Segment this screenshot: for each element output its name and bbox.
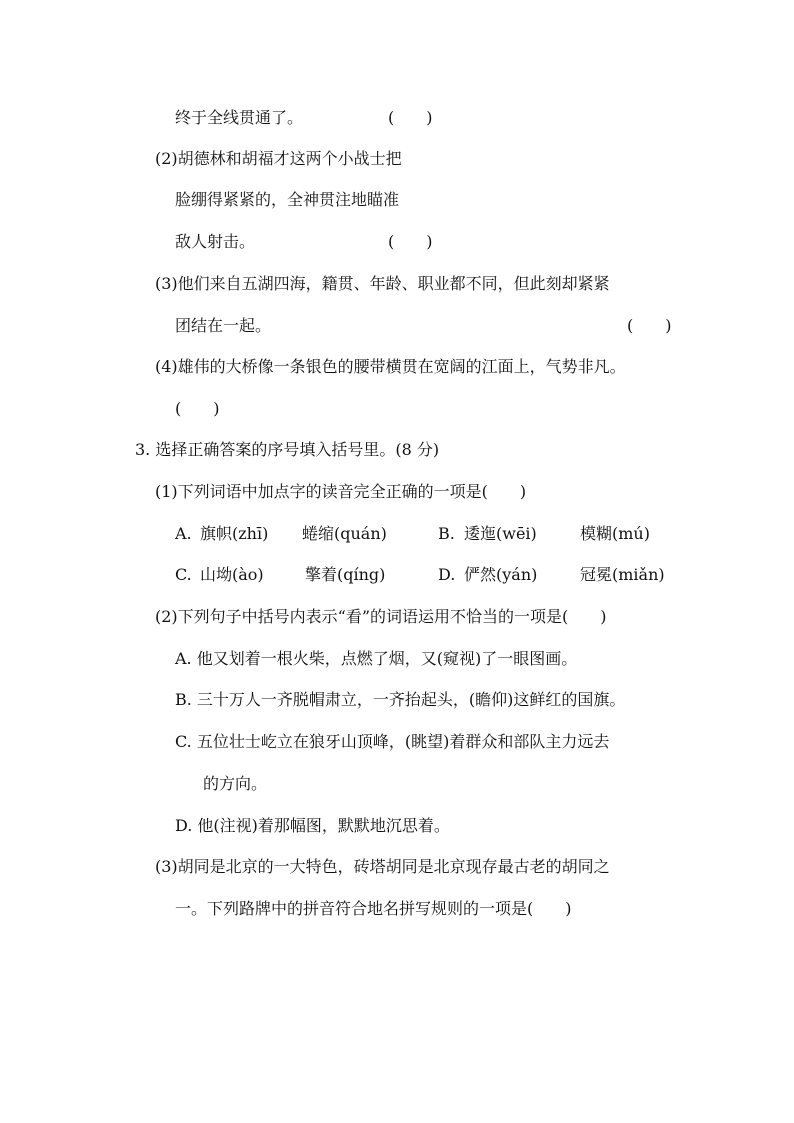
q3-heading: 3. 选择正确答案的序号填入括号里。(8 分)	[135, 440, 440, 459]
q3-sub2-option-c-line1: C. 五位壮士屹立在狼牙山顶峰，(眺望)着群众和部队主力远去	[175, 732, 610, 751]
q3-sub2-option-b: B. 三十万人一齐脱帽肃立，一齐抬起头，(瞻仰)这鲜红的国旗。	[175, 690, 626, 709]
q3-sub1-option-d-word2: 冠冕(miǎn)	[580, 565, 665, 584]
q2-item3-line1: (3)他们来自五湖四海，籍贯、年龄、职业都不同，但此刻却紧紧	[155, 274, 610, 293]
q3-sub1-option-b-letter: B.	[438, 524, 455, 543]
q3-sub1-stem[interactable]: (1)下列词语中加点字的读音完全正确的一项是( )	[155, 482, 527, 501]
q3-sub1-option-d-word1: 俨然(yán)	[464, 565, 538, 584]
q3-sub1-option-d-letter: D.	[438, 565, 456, 584]
q3-sub2-option-c-line2: 的方向。	[203, 774, 268, 793]
q3-sub2-option-d: D. 他(注视)着那幅图，默默地沉思着。	[175, 816, 450, 835]
q3-sub1-option-c-letter: C.	[175, 565, 192, 584]
q3-sub1-option-a-word1: 旗帜(zhī)	[200, 524, 269, 543]
q3-sub1-option-b-word2: 模糊(mú)	[580, 524, 650, 543]
q3-sub1-option-b-word1: 逶迤(wēi)	[464, 524, 537, 543]
q3-sub2-option-a: A. 他又划着一根火柴，点燃了烟，又(窥视)了一眼图画。	[175, 649, 578, 668]
q2-item1-answer-blank[interactable]: ( )	[388, 108, 433, 127]
q3-sub1-option-c-word1: 山坳(ào)	[200, 565, 264, 584]
q2-item2-line3: 敌人射击。	[175, 232, 256, 251]
q3-sub2-stem[interactable]: (2)下列句子中括号内表示“看”的词语运用不恰当的一项是( )	[155, 607, 607, 626]
q3-sub3-line1: (3)胡同是北京的一大特色，砖塔胡同是北京现存最古老的胡同之	[155, 857, 610, 876]
q2-item2-line1: (2)胡德林和胡福才这两个小战士把	[155, 149, 402, 168]
q2-item3-line2: 团结在一起。	[175, 316, 272, 335]
q2-item2-line2: 脸绷得紧紧的，全神贯注地瞄准	[175, 190, 400, 209]
q2-item3-answer-blank[interactable]: ( )	[627, 316, 672, 335]
q2-item4-answer-blank[interactable]: ( )	[175, 399, 220, 418]
q2-item1-end-text: 终于全线贯通了。	[175, 108, 304, 127]
q2-item4-line1: (4)雄伟的大桥像一条银色的腰带横贯在宽阔的江面上，气势非凡。	[155, 357, 626, 376]
q3-sub1-option-a-letter: A.	[175, 524, 192, 543]
q3-sub3-line2[interactable]: 一。下列路牌中的拼音符合地名拼写规则的一项是( )	[175, 899, 572, 918]
q2-item2-answer-blank[interactable]: ( )	[388, 232, 433, 251]
q3-sub1-option-a-word2: 蜷缩(quán)	[302, 524, 387, 543]
q3-sub1-option-c-word2: 擎着(qíng)	[305, 565, 386, 584]
